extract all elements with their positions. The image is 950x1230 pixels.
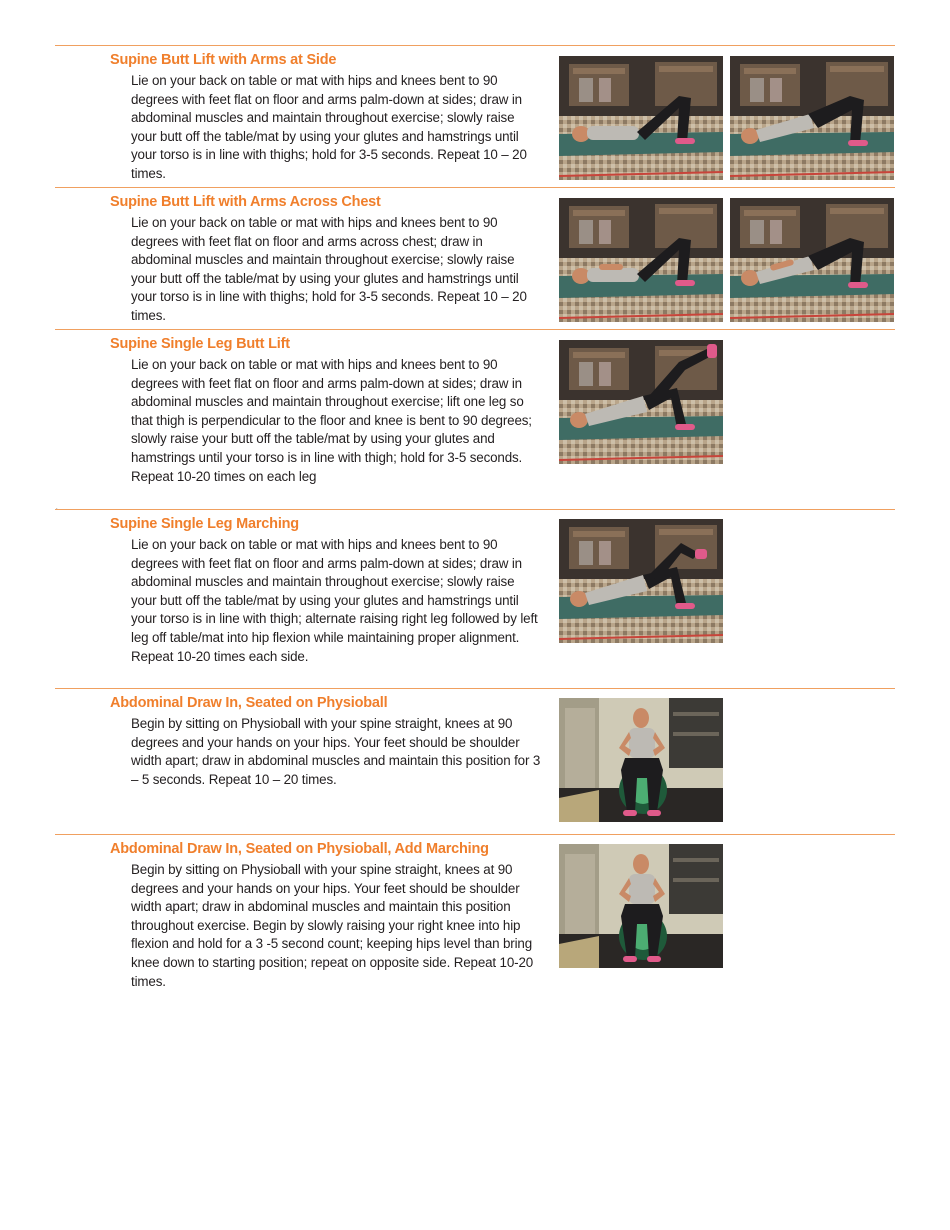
- section-divider: [55, 187, 895, 188]
- marching-bridge-photo: [559, 519, 723, 643]
- exercise-title: Supine Butt Lift with Arms Across Chest: [110, 194, 381, 210]
- exercise-title: Supine Single Leg Marching: [110, 516, 299, 532]
- lying-start-photo: [559, 56, 723, 180]
- lying-arms-crossed-photo: [559, 198, 723, 322]
- exercise-description: Lie on your back on table or mat with hips and knees bent to 90 degrees with feet flat on floor and arms palm-down at sides; draw in abdominal muscles and maintain throughout exercise; slowly raise your butt off the table/mat by using your glutes and hamstrings until your torso is in line with thighs; hold for 3-5 seconds. Repeat 10 – 20 times.: [131, 73, 527, 181]
- exercise-description: Lie on your back on table or mat with hips and knees bent to 90 degrees with feet flat on floor and arms palm-down at sides; draw in abdominal muscles and maintain throughout exercise; lift one leg so that thigh is perpendicular to the floor and knee is bent to 90 degrees; slowly raise your butt off the table/mat by using your glutes and hamstrings until your torso is in line with thigh; hold for 3-5 seconds. Repeat 10-20 times on each leg: [131, 357, 532, 484]
- section-divider: [55, 688, 895, 689]
- exercise-description: Lie on your back on table or mat with hips and knees bent to 90 degrees with feet flat on floor and arms across chest; draw in abdominal muscles and maintain throughout exercise; slowly raise your butt off the table/mat by using your glutes and hamstrings until your torso is in line with thighs; hold for 3-5 seconds. Repeat 10 – 20 times.: [131, 215, 527, 323]
- bridge-photo: [730, 56, 894, 180]
- seated-physioball-photo: [559, 698, 723, 822]
- exercise-title: Supine Single Leg Butt Lift: [110, 336, 290, 352]
- single-leg-bridge-photo: [559, 340, 723, 464]
- exercise-title: Abdominal Draw In, Seated on Physioball, Add Marching: [110, 841, 489, 857]
- section-divider: [55, 45, 895, 46]
- exercise-description: Begin by sitting on Physioball with your spine straight, knees at 90 degrees and your hands on your hips. Your feet should be shoulder width apart; draw in abdominal muscles and maintain this position throughout exercise. Begin by slowly raising your right knee into hip flexion and hold for a 3 -5 second count; keeping hips level than bring knee down to starting position; repeat on opposite side. Repeat 10-20 times.: [131, 862, 534, 989]
- exercise-title: Supine Butt Lift with Arms at Side: [110, 52, 337, 68]
- section-divider: [55, 509, 895, 510]
- section-divider: [55, 834, 895, 835]
- section-divider: [55, 329, 895, 330]
- seated-physioball-marching-photo: [559, 844, 723, 968]
- exercise-description: Begin by sitting on Physioball with your spine straight, knees at 90 degrees and your hands on your hips. Your feet should be shoulder width apart; draw in abdominal muscles and maintain this position for 3 – 5 seconds. Repeat 10 – 20 times.: [131, 716, 541, 787]
- exercise-description: Lie on your back on table or mat with hips and knees bent to 90 degrees with feet flat on floor and arms palm-down at sides; draw in abdominal muscles and maintain throughout exercise; slowly raise your butt off the table/mat by using your glutes and hamstrings until your torso is in line with thigh; alternate raising right leg followed by left leg off table/mat into hip flexion while maintaining proper alignment. Repeat 10-20 times each side.: [131, 537, 538, 664]
- exercise-title: Abdominal Draw In, Seated on Physioball: [110, 695, 388, 711]
- bridge-arms-crossed-photo: [730, 198, 894, 322]
- stray-mark: .: [55, 499, 59, 513]
